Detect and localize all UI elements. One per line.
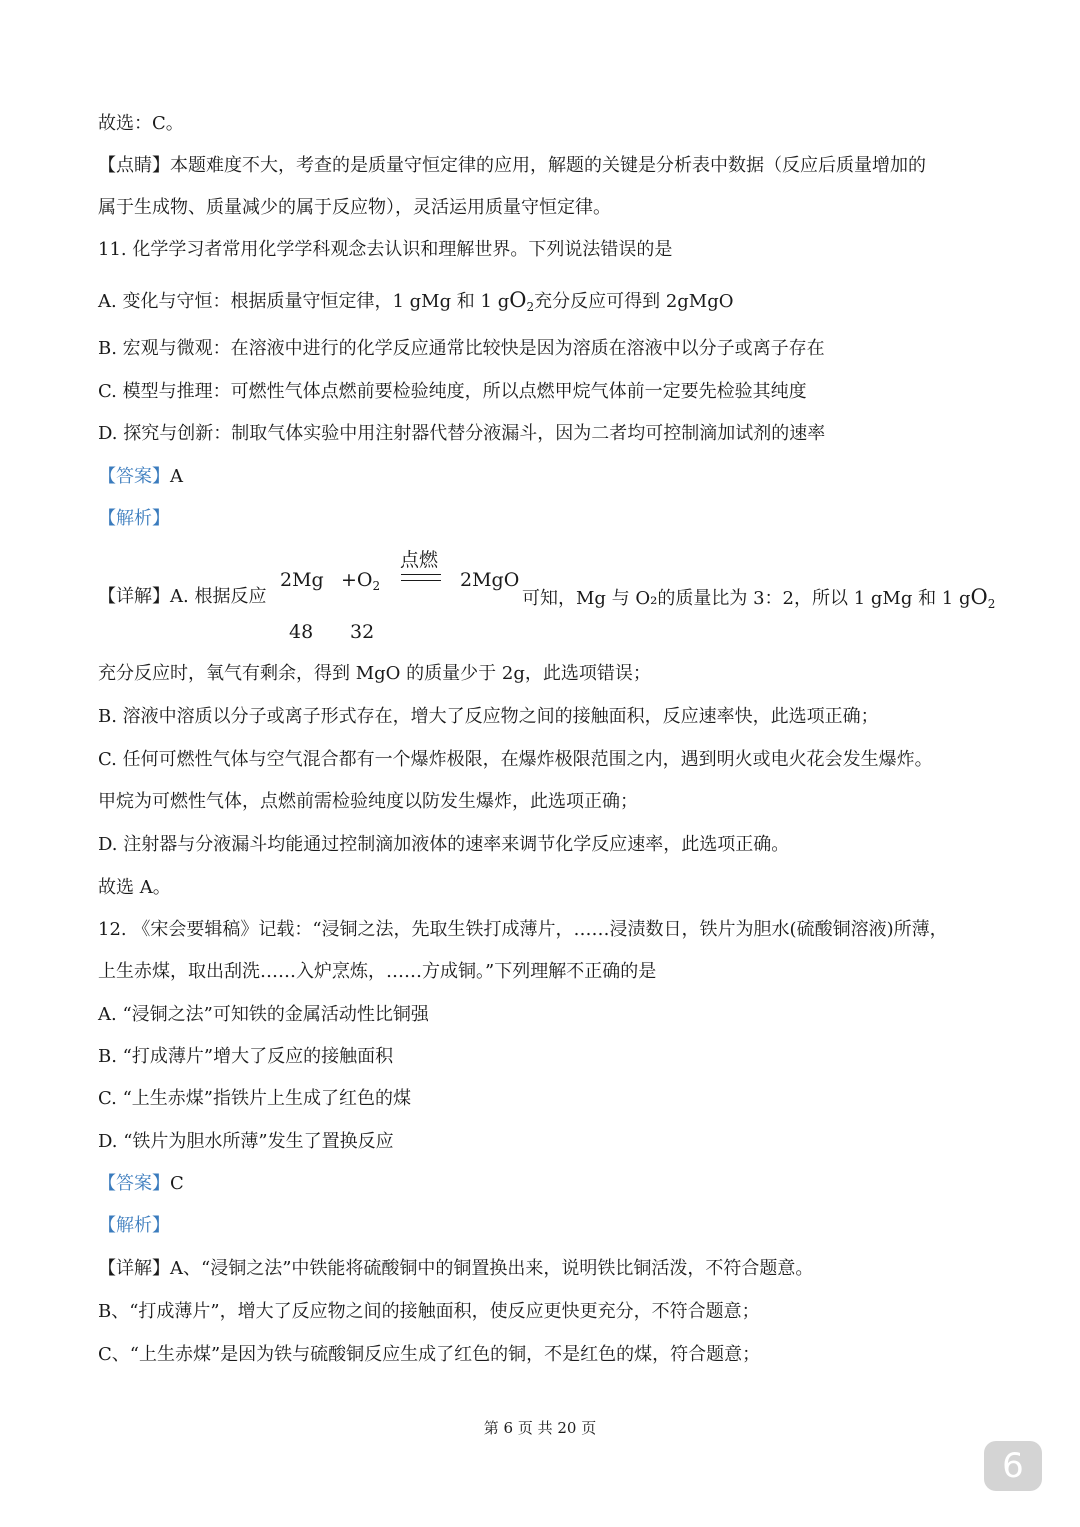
- detail-11-start: [98, 585, 266, 609]
- detail-line: C. 任何可燃性气体与空气混合都有一个爆炸极限，在爆炸极限范围之内，遇到明火或电火花会发生爆炸。: [98, 749, 933, 770]
- eq-condition: 点燃: [400, 549, 439, 571]
- detail-line: 故选 A。: [98, 877, 171, 898]
- analysis-tag: 【解析】: [98, 1215, 170, 1236]
- answer-tag: 【答案】: [98, 1173, 170, 1194]
- detail-12-c: C、“上生赤煤”是因为铁与硫酸铜反应生成了红色的铜，不是红色的煤，符合题意；: [98, 1344, 761, 1365]
- question-11: 11. 化学学习者常用化学学科观念去认识和理解世界。下列说法错误的是: [98, 239, 673, 260]
- formula-sub: 2: [987, 597, 996, 611]
- formula-sub: 2: [526, 300, 535, 314]
- eq-mass-48: 48: [289, 621, 314, 643]
- page-footer: 第 6 页 共 20 页: [483, 1419, 597, 1437]
- option-12a: A. “浸铜之法”可知铁的金属活动性比铜强: [98, 1004, 429, 1025]
- option-11a: [98, 288, 734, 319]
- eq-product: 2MgO: [460, 569, 520, 591]
- detail-text: A. 根据反应: [170, 586, 267, 607]
- dianjing-tag: 【点睛】: [98, 155, 170, 176]
- option-12c: C. “上生赤煤”指铁片上生成了红色的煤: [98, 1088, 411, 1109]
- detail-tag: 【详解】: [98, 586, 170, 607]
- option-text: 充分反应可得到 2gMgO: [534, 291, 734, 312]
- dianjing-paragraph: [98, 154, 926, 178]
- eq-double-line: [401, 574, 441, 581]
- answer-value: C: [170, 1173, 184, 1194]
- eq-plus-o: +O: [341, 569, 373, 591]
- answer-12: [98, 1172, 184, 1196]
- answer-value: A: [170, 466, 183, 487]
- analysis-tag: 【解析】: [98, 508, 170, 529]
- eq-reactant-mg: 2Mg: [280, 569, 324, 591]
- text-line: 属于生成物、质量减少的属于反应物），灵活运用质量守恒定律。: [98, 197, 611, 218]
- detail-line: 充分反应时，氧气有剩余，得到 MgO 的质量少于 2g，此选项错误；: [98, 663, 651, 684]
- page-number-badge: 6: [984, 1441, 1042, 1491]
- detail-12-a: [98, 1257, 813, 1281]
- eq-o2-sub: 2: [372, 579, 381, 593]
- option-12b: B. “打成薄片”增大了反应的接触面积: [98, 1046, 394, 1067]
- text-line: 故选：C。: [98, 113, 184, 134]
- option-11b: B. 宏观与微观：在溶液中进行的化学反应通常比较快是因为溶质在溶液中以分子或离子存在: [98, 338, 825, 359]
- option-11d: D. 探究与创新：制取气体实验中用注射器代替分液漏斗，因为二者均可控制滴加试剂的速率: [98, 423, 826, 444]
- question-12: 12. 《宋会要辑稿》记载：“浸铜之法，先取生铁打成薄片，……浸渍数日，铁片为胆水(硫酸铜溶液)所薄，: [98, 919, 948, 940]
- formula-o: O: [970, 585, 988, 609]
- detail-line: 甲烷为可燃性气体，点燃前需检验纯度以防发生爆炸，此选项正确；: [98, 791, 638, 812]
- detail-12-b: B、“打成薄片”，增大了反应物之间的接触面积，使反应更快更充分，不符合题意；: [98, 1301, 760, 1322]
- answer-tag: 【答案】: [98, 466, 170, 487]
- detail-11-after-eq: [522, 585, 995, 616]
- detail-text: 可知，Mg 与 O₂的质量比为 3：2，所以 1 gMg 和 1 g: [522, 588, 971, 609]
- eq-reactant-o2: [341, 568, 380, 598]
- detail-text: A、“浸铜之法”中铁能将硫酸铜中的铜置换出来，说明铁比铜活泼，不符合题意。: [170, 1258, 814, 1279]
- formula-o: O: [509, 288, 527, 312]
- eq-mass-32: 32: [350, 621, 375, 643]
- detail-line: B. 溶液中溶质以分子或离子形式存在，增大了反应物之间的接触面积，反应速率快，此选项正确；: [98, 706, 879, 727]
- option-text: A. 变化与守恒：根据质量守恒定律，1 gMg 和 1 g: [98, 291, 510, 312]
- option-12d: D. “铁片为胆水所薄”发生了置换反应: [98, 1131, 394, 1152]
- answer-11: [98, 465, 183, 489]
- option-11c: C. 模型与推理：可燃性气体点燃前要检验纯度，所以点燃甲烷气体前一定要先检验其纯度: [98, 381, 807, 402]
- detail-tag: 【详解】: [98, 1258, 170, 1279]
- question-12-cont: 上生赤煤，取出刮洗……入炉烹炼，……方成铜。”下列理解不正确的是: [98, 961, 657, 982]
- dianjing-text: 本题难度不大，考查的是质量守恒定律的应用，解题的关键是分析表中数据（反应后质量增加的: [170, 155, 926, 176]
- detail-line: D. 注射器与分液漏斗均能通过控制滴加液体的速率来调节化学反应速率，此选项正确。: [98, 834, 790, 855]
